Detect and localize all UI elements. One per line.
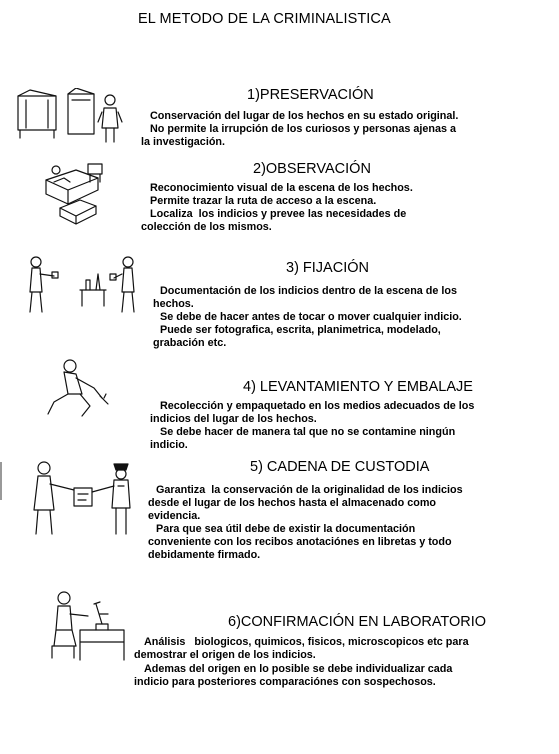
section-line: Análisis biologicos, quimicos, fisicos, microscopicos etc para	[144, 636, 469, 648]
section-line: Se debe hacer de manera tal que no se contamine ningún	[160, 426, 456, 438]
section-line: la investigación.	[141, 136, 226, 148]
section-line: indicios del lugar de los hechos.	[150, 413, 317, 425]
section-line: grabación etc.	[153, 337, 227, 349]
section-line: indicio.	[150, 439, 188, 451]
section-line: No permite la irrupción de los curiosos y personas ajenas a	[150, 123, 457, 135]
section-line: desde el lugar de los hechos hasta el almacenado como	[148, 497, 437, 509]
illustration-collection	[46, 358, 116, 420]
section-heading: 3) FIJACIÓN	[286, 260, 369, 276]
page-title: EL METODO DE LA CRIMINALISTICA	[138, 11, 391, 27]
section-line: Permite trazar la ruta de acceso a la escena.	[150, 195, 377, 207]
illustration-fixation	[24, 252, 142, 316]
left-margin-mark	[0, 462, 2, 500]
illustration-observation	[40, 160, 112, 226]
section-line: Garantiza la conservación de la originalidad de los indicios	[156, 484, 463, 496]
section-line: Conservación del lugar de los hechos en su estado original.	[150, 110, 459, 122]
illustration-laboratory	[50, 590, 130, 662]
section-line: Documentación de los indicios dentro de la escena de los	[160, 285, 457, 297]
section-line: Ademas del origen en lo posible se debe individualizar cada	[144, 663, 453, 675]
section-line: debidamente firmado.	[148, 549, 261, 561]
section-heading: 5) CADENA DE CUSTODIA	[250, 459, 430, 475]
section-line: Puede ser fotografica, escrita, planimetrica, modelado,	[160, 324, 441, 336]
section-line: Para que sea útil debe de existir la documentación	[156, 523, 416, 535]
section-line: conveniente con los recibos anotaciónes en libretas y todo	[148, 536, 452, 548]
section-heading: 1)PRESERVACIÓN	[247, 87, 374, 103]
illustration-chain-of-custody	[30, 460, 138, 540]
section-line: evidencia.	[148, 510, 201, 522]
illustration-preservation	[16, 88, 126, 146]
section-line: Se debe de hacer antes de tocar o mover cualquier indicio.	[160, 311, 462, 323]
section-line: indicio para posteriores comparaciónes con sospechosos.	[134, 676, 436, 688]
section-heading: 6)CONFIRMACIÓN EN LABORATORIO	[228, 614, 487, 630]
section-line: colección de los mismos.	[141, 221, 272, 233]
section-line: Recolección y empaquetado en los medios adecuados de los	[160, 400, 475, 412]
section-line: demostrar el origen de los indicios.	[134, 649, 316, 661]
section-line: Reconocimiento visual de la escena de los hechos.	[150, 182, 413, 194]
section-line: Localiza los indicios y prevee las necesidades de	[150, 208, 407, 220]
section-heading: 2)OBSERVACIÓN	[253, 161, 371, 177]
section-heading: 4) LEVANTAMIENTO Y EMBALAJE	[243, 379, 473, 395]
section-line: hechos.	[153, 298, 194, 310]
